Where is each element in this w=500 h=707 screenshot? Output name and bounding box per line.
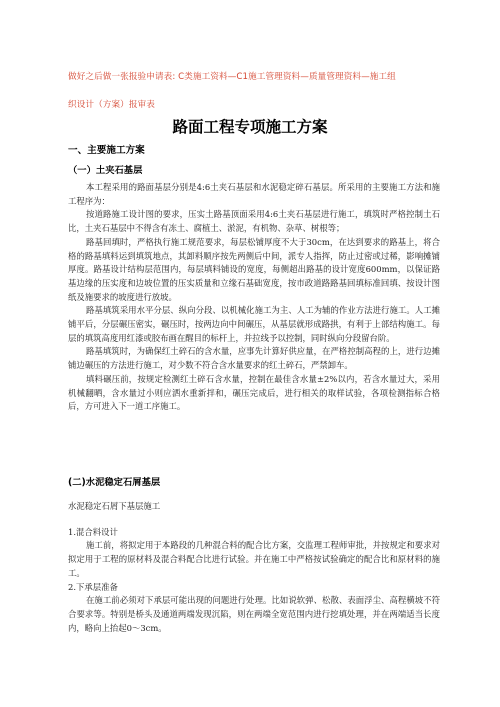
paragraph: 路基回填时，严格执行施工规范要求，每层松铺厚度不大于30cm，在达到要求的路基上，将合格的路基填料运到填筑地点，其卸料顺序按先两侧后中间，派专人指挥，防止过密或过稀，影响摊铺厚度。路基设计结构层范围内，每层填料铺设的宽度，每侧超出路基的设计宽度600mm，以保证路基边缘的压实度和边坡位置的压实质量和立缘石基础宽度，按市政道路路基回填标准回填、按设计图纸及施要求的坡度进行放坡。 [68,236,440,302]
notice-line-2: 织设计（方案）报审表 [68,100,155,110]
item-title: 2.下承层准备 [68,581,118,592]
paragraph: 路基填筑时，为确保红土碎石的含水量，应事先计算好供应量，在严格控制高程的上，进行边摊铺边碾压的方法进行施工，对少数不符合含水量要求的红土碎石，严禁卸车。 [68,346,440,371]
section-main-plan [68,142,440,414]
paragraph: 路基填筑采用水平分层、纵向分段、以机械化施工为主、人工为辅的作业方法进行施工。人工摊铺平后，分层碾压密实，碾压时，按两边向中间碾压，从基层就形成路拱，有利于上部结构施工。每层的填筑高度用红漆或胶布画在醒目的标杆上，并拉线予以控制，同时纵向分段留台阶。 [68,305,440,343]
item-text: 在施工前必须对下承层可能出现的问题进行处理。比如说软弹、松散、表面浮尘、高程横坡不符合要求等。特别是桥头及通道两端发现沉陷，则在两端全宽范围内进行挖填处理，并在两端适当长度内，略向上抬起0～3cm。 [68,595,440,633]
paragraph: 本工程采用的路面基层分别是4:6土夹石基层和水泥稳定碎石基层。所采用的主要施工方法和施工程序为： [68,182,440,206]
paragraph: 填料碾压前，按规定检测红土碎石含水量，控制在最佳含水量±2%以内，若含水量过大，采用机械翻晒，含水量过小则应洒水重新拌和，碾压完成后，进行相关的取样试验，各项检测指标合格后，方可进入下一道工序施工。 [68,373,440,412]
subsection-heading: （一）土夹石基层 [68,165,143,176]
subsection-body [68,181,440,414]
application-form-notice [68,63,444,119]
notice-line-1: 做好之后做一张报验申请表: C类施工资料—C1施工管理资料—质量管理资料—施工组 [68,72,396,82]
document-title: 路面工程专项施工方案 [172,118,328,136]
item-text: 施工前，将拟定用于本路段的几种混合料的配合比方案，交监理工程师审批，并按规定和要求对拟定用于工程的原材料及混合料配合比进行试验。并在施工中严格按试验确定的配合比和原材料的施工。 [68,540,440,578]
subsection-heading: (二)水泥稳定石屑基层 [68,477,161,488]
section-cement-base [68,474,440,635]
paragraph: 按道路施工设计图的要求，压实土路基顶面采用4:6土夹石基层进行施工，填筑时严格控制土石比，土夹石基层中不得含有冻土、腐植土、淤泥，有机物、杂草、树根等； [68,209,440,234]
item-title: 1.混合料设计 [68,526,118,537]
subsection-intro: 水泥稳定石屑下基层施工 [68,501,161,511]
section-heading: 一、主要施工方案 [68,145,145,156]
